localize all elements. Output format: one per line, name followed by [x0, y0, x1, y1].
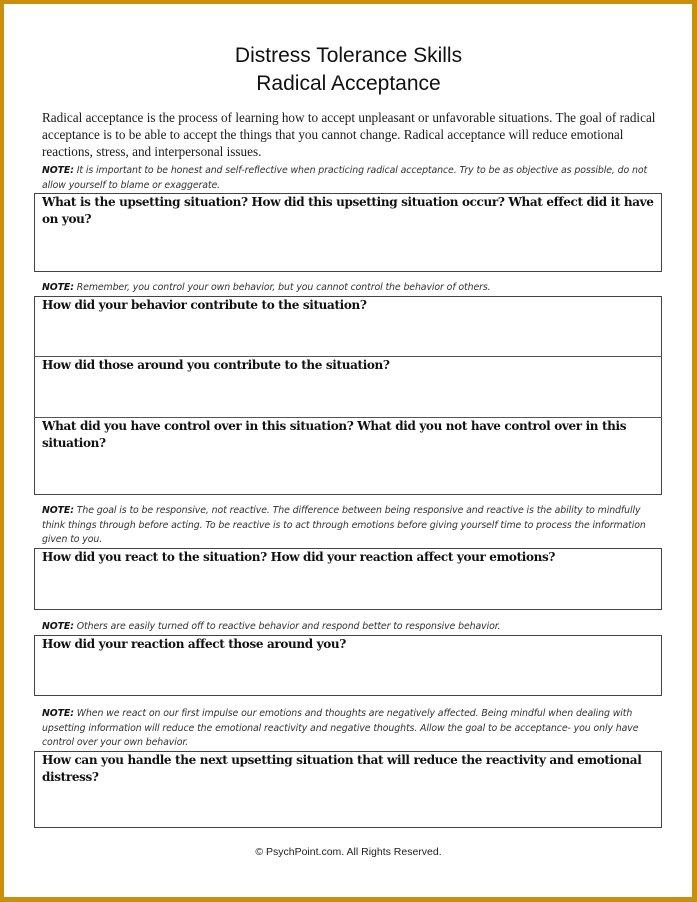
question-5: How did you react to the situation? How did your reaction affect your emotions? [42, 550, 556, 564]
note-2 [42, 281, 666, 296]
note-1 [42, 164, 666, 193]
note-label: NOTE: [42, 165, 74, 176]
note-text: Remember, you control your own behavior, but you cannot control the behavior of others. [76, 282, 491, 293]
note-3 [42, 504, 666, 548]
note-label: NOTE: [42, 505, 74, 516]
note-label: NOTE: [42, 621, 74, 632]
question-2: How did your behavior contribute to the situation? [42, 298, 367, 312]
note-4 [42, 620, 666, 635]
page-title: Distress Tolerance Skills [234, 44, 463, 67]
question-7: How can you handle the next upsetting situation that will reduce the reactivity and emotional distress? [42, 753, 642, 784]
question-6: How did your reaction affect those around you? [42, 637, 346, 651]
note-text: Others are easily turned off to reactive behavior and respond better to responsive behavior. [76, 621, 501, 632]
note-label: NOTE: [42, 708, 74, 719]
question-1: What is the upsetting situation? How did this upsetting situation occur? What effect did it have on you? [42, 195, 654, 226]
note-text: When we react on our first impulse our emotions and thoughts are negatively affected. Being mindful when dealing with upsetting information will reduce the emotional reactivity and negative thoughts. Allow the goal to be acceptance- you only have control over your own behavior. [42, 708, 639, 748]
note-label: NOTE: [42, 282, 74, 293]
note-5 [42, 707, 666, 751]
intro-paragraph: Radical acceptance is the process of learning how to accept unpleasant or unfavorable situations. The goal of radical acceptance is to be able to accept the things that you cannot change. Radical acceptance will reduce emotional reactions, stress, and interpersonal issues. [42, 110, 656, 159]
question-3: How did those around you contribute to the situation? [42, 358, 390, 372]
copyright-footer: © PsychPoint.com. All Rights Reserved. [255, 846, 442, 858]
note-text: The goal is to be responsive, not reactive. The difference between being responsive and reactive is the ability to mindfully think things through before acting. To be reactive is to act through emotions before giving yourself time to process the information given to you. [42, 505, 646, 545]
question-4: What did you have control over in this situation? What did you not have control over in this situation? [42, 419, 627, 450]
note-text: It is important to be honest and self-reflective when practicing radical acceptance. Try to be as objective as possible, do not allow yourself to blame or exaggerate. [42, 165, 648, 191]
page-subtitle: Radical Acceptance [256, 72, 441, 95]
